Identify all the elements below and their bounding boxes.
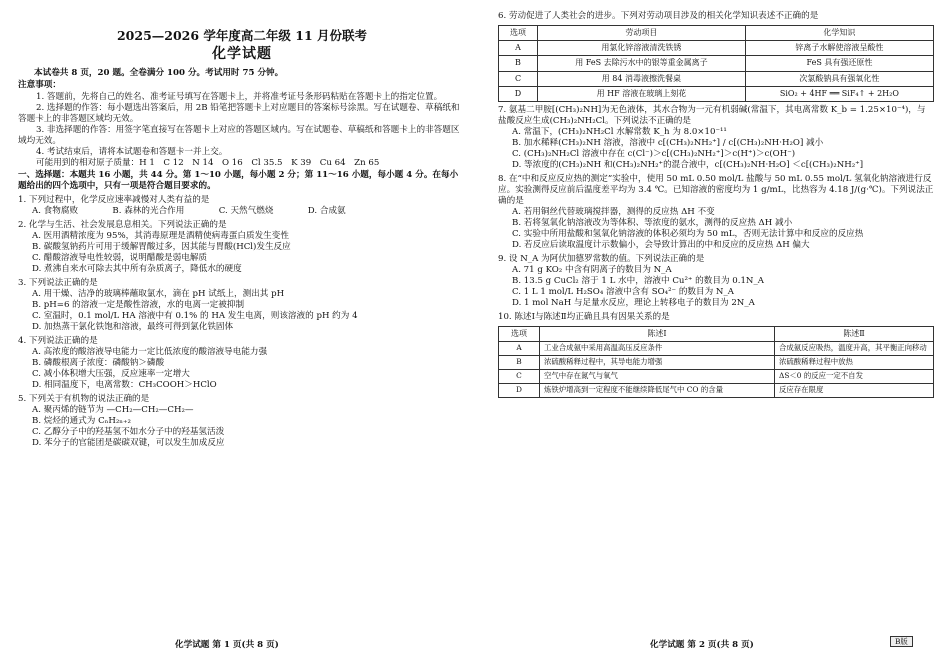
question-option: C. 实验中所用盐酸和氢氧化钠溶液的体积必须均为 50 mL，否则无法计算中和反应的反应热 [512,229,864,240]
table-header: 化学知识 [745,26,933,41]
q10-table [498,326,934,398]
question-option: A. 若用铜丝代替玻璃搅拌器，测得的反应热 ΔH 不变 [512,207,715,218]
table-cell: 空气中存在氮气与氧气 [540,370,775,384]
question-option: D. 煮沸自来水可除去其中所有杂质离子，降低水的硬度 [32,263,242,274]
table-cell: 浓硫酸稀释过程中放热 [775,356,934,370]
table-cell: 用 FeS 去除污水中的银等重金属离子 [538,56,746,71]
question-8 [498,174,934,251]
question-option: B. 13.5 g CuCl₂ 溶于 1 L 水中，溶液中 Cu²⁺ 的数目为 0.1N_A [512,276,764,287]
version-badge: B版 [890,636,913,647]
question-stem: 8. 在“中和反应反应热的测定”实验中，使用 50 mL 0.50 mol/L 盐酸与 50 mL 0.55 mol/L 氢氧化钠溶液进行反应。实验测得反应前后温度差平均为 3.4 ℃。已知溶液的密度均为 1 g/mL，比热容为 4.18 J/(g·℃)。下列说法正确的是 [498,174,934,207]
question-option: C. 室温时，0.1 mol/L HA 溶液中有 0.1% 的 HA 发生电离，则该溶液的 pH 约为 4 [32,310,358,321]
table-cell: 锌离子水解使溶液呈酸性 [745,41,933,56]
q6-table [498,25,934,102]
question-stem: 9. 设 N_A 为阿伏加德罗常数的值。下列说法正确的是 [498,254,705,265]
question-3 [18,278,466,333]
question-option: D. 相同温度下，电离常数：CH₃COOH＞HClO [32,379,217,390]
atomic-mass-line: 可能用到的相对原子质量：H 1 C 12 N 14 O 16 Cl 35.5 K 39 Cu 64 Zn 65 [36,157,380,168]
question-2 [18,220,466,275]
exam-info: 本试卷共 8 页，20 题。全卷满分 100 分。考试用时 75 分钟。 [34,67,284,78]
table-row [499,356,934,370]
question-option: A. 高浓度的酸溶液导电能力一定比低浓度的酸溶液导电能力强 [32,346,268,357]
question-5 [18,394,466,449]
question-4 [18,336,466,391]
page-footer-right: 化学试题 第 2 页(共 8 页) [650,640,754,650]
question-option: D. 加热蒸干氯化铁饱和溶液，最终可得到氯化铁固体 [32,321,234,332]
table-header: 陈述Ⅰ [540,327,775,342]
table-cell: 反应存在限度 [775,384,934,398]
question-9 [498,254,934,309]
question-option: B. 若将氢氧化钠溶液改为等体积、等浓度的氨水，测得的反应热 ΔH 减小 [512,218,793,229]
table-header: 陈述Ⅱ [775,327,934,342]
question-stem: 3. 下列说法正确的是 [18,277,98,288]
table-cell: FeS 具有强还原性 [745,56,933,71]
question-stem: 6. 劳动促进了人类社会的进步。下列对劳动项目涉及的相关化学知识表述不正确的是 [498,11,819,21]
question-option: B. 碳酸氢钠药片可用于缓解胃酸过多，因其能与胃酸(HCl)发生反应 [32,241,291,252]
note-item: 4. 考试结束后，请将本试题卷和答题卡一并上交。 [36,146,228,157]
table-cell: D [499,86,538,101]
question-option: D. 等浓度的(CH₃)₂NH 和(CH₃)₂NH₂⁺的混合液中，c[(CH₃)₂NH·H₂O] ＜c[(CH₃)₂NH₂⁺] [512,160,864,171]
question-option: D. 苯分子的官能团是碳碳双键，可以发生加成反应 [32,437,225,448]
exam-title: 2025—2026 学年度高二年级 11 月份联考 [116,28,368,43]
table-cell: 次氯酸钠具有强氧化性 [745,71,933,86]
question-6 [498,11,934,102]
question-option: B. pH=6 的溶液一定是酸性溶液，水的电离一定被抑制 [32,299,245,310]
table-row [499,384,934,398]
note-item: 1. 答题前，先将自己的姓名、准考证号填写在答题卡上，并将准考证号条形码粘贴在答题卡上的指定位置。 [36,91,443,102]
table-cell: 浓硫酸稀释过程中，其导电能力增强 [540,356,775,370]
table-cell: 用 HF 溶液在玻璃上刻花 [538,86,746,101]
question-1 [18,195,466,217]
table-cell: 用氯化锌溶液清洗铁锈 [538,41,746,56]
table-row [499,342,934,356]
table-row [499,86,934,101]
table-cell: B [499,356,540,370]
table-header-row [499,26,934,41]
left-column [18,26,466,449]
table-cell: 工业合成氨中采用高温高压反应条件 [540,342,775,356]
table-cell: 用 84 消毒液擦洗餐桌 [538,71,746,86]
question-stem: 7. 氨基二甲胺[(CH₃)₂NH]为无色液体，其水合物为一元有机弱碱(常温下，其电离常数 K_b = 1.25×10⁻⁴)，与盐酸反应生成(CH₃)₂NH₂Cl。下列说法不正确的是 [498,105,926,127]
question-option: A. 用干燥、洁净的玻璃棒蘸取氯水，滴在 pH 试纸上，测出其 pH [32,288,285,299]
question-option: D. 1 mol NaH 与足量水反应，理论上转移电子的数目为 2N_A [512,298,755,309]
page-footer-left: 化学试题 第 1 页(共 8 页) [175,640,279,650]
question-option: D. 若反应后读取温度计示数偏小，会导致计算出的中和反应的反应热 ΔH 偏大 [512,240,810,251]
section-heading: 一、选择题：本题共 16 小题，共 44 分。第 1～10 小题，每小题 2 分；第 11～16 小题，每小题 4 分。在每小题给出的四个选项中，只有一项是符合题目要求的。 [18,169,459,191]
question-option: A. 医用酒精浓度为 95%，其消毒原理是酒精使病毒蛋白质发生变性 [32,230,289,241]
question-option: B. 加水稀释(CH₃)₂NH 溶液，溶液中 c[(CH₃)₂NH₂⁺] / c[(CH₃)₂NH·H₂O] 减小 [512,138,824,149]
note-item: 2. 选择题的作答：每小题选出答案后，用 2B 铅笔把答题卡上对应题目的答案标号涂黑。写在试题卷、草稿纸和答题卡上的非答题区域均无效。 [18,102,460,124]
notes-title: 注意事项： [18,79,61,90]
question-stem: 10. 陈述Ⅰ与陈述Ⅱ均正确且具有因果关系的是 [498,312,670,323]
table-row [499,370,934,384]
exam-subtitle: 化学试题 [212,46,272,62]
table-cell: D [499,384,540,398]
question-stem: 1. 下列过程中，化学反应速率减慢对人类有益的是 [18,194,210,205]
question-option: C. 1 L 1 mol/L H₂SO₄ 溶液中含有 SO₄²⁻ 的数目为 N_A [512,287,734,298]
table-cell: C [499,71,538,86]
table-cell: A [499,41,538,56]
table-cell: C [499,370,540,384]
table-header: 选项 [499,26,538,41]
note-item: 3. 非选择题的作答：用签字笔直接写在答题卡上对应的答题区域内。写在试题卷、草稿纸和答题卡上的非答题区域均无效。 [18,124,460,146]
question-option: A. 食物腐败 B. 森林的光合作用 C. 天然气燃烧 D. 合成氨 [32,205,346,216]
question-option: B. 磷酸根离子浓度：磷酸钠＞磷酸 [32,357,165,368]
question-option: C. 减小体积增大压强，反应速率一定增大 [32,368,190,379]
table-row [499,56,934,71]
question-stem: 2. 化学与生活、社会发展息息相关。下列说法正确的是 [18,219,227,230]
question-option: C. 醋酸溶液导电性较弱，说明醋酸是弱电解质 [32,252,208,263]
table-header-row [499,327,934,342]
table-cell: A [499,342,540,356]
table-row [499,71,934,86]
question-7 [498,105,934,171]
question-option: C. (CH₃)₂NH₂Cl 溶液中存在 c(Cl⁻)＞c[(CH₃)₂NH₂⁺]＞c(H⁺)＞c(OH⁻) [512,149,796,160]
question-option: A. 聚丙烯的链节为 —CH₂—CH₂—CH₂— [32,404,194,415]
question-10 [498,312,934,398]
question-stem: 5. 下列关于有机物的说法正确的是 [18,393,150,404]
table-cell: B [499,56,538,71]
question-option: C. 乙醇分子中的羟基氢不如水分子中的羟基氢活泼 [32,426,225,437]
right-column [498,8,934,400]
table-row [499,41,934,56]
table-cell: 合成氨反应吸热，温度升高，其平衡正向移动 [775,342,934,356]
table-header: 劳动项目 [538,26,746,41]
table-header: 选项 [499,327,540,342]
question-option: A. 71 g KO₂ 中含有阴离子的数目为 N_A [512,265,672,276]
table-cell: 炼铁炉增高到一定程度不能继续降低尾气中 CO 的含量 [540,384,775,398]
question-option: A. 常温下，(CH₃)₂NH₂Cl 水解常数 K_h 为 8.0×10⁻¹¹ [512,127,727,138]
table-cell: SiO₂ + 4HF ══ SiF₄↑ + 2H₂O [745,86,933,101]
question-stem: 4. 下列说法正确的是 [18,335,98,346]
table-cell: ΔS＜0 的反应一定不自发 [775,370,934,384]
question-option: B. 烷烃的通式为 CₙH₂ₙ₊₂ [32,415,132,426]
